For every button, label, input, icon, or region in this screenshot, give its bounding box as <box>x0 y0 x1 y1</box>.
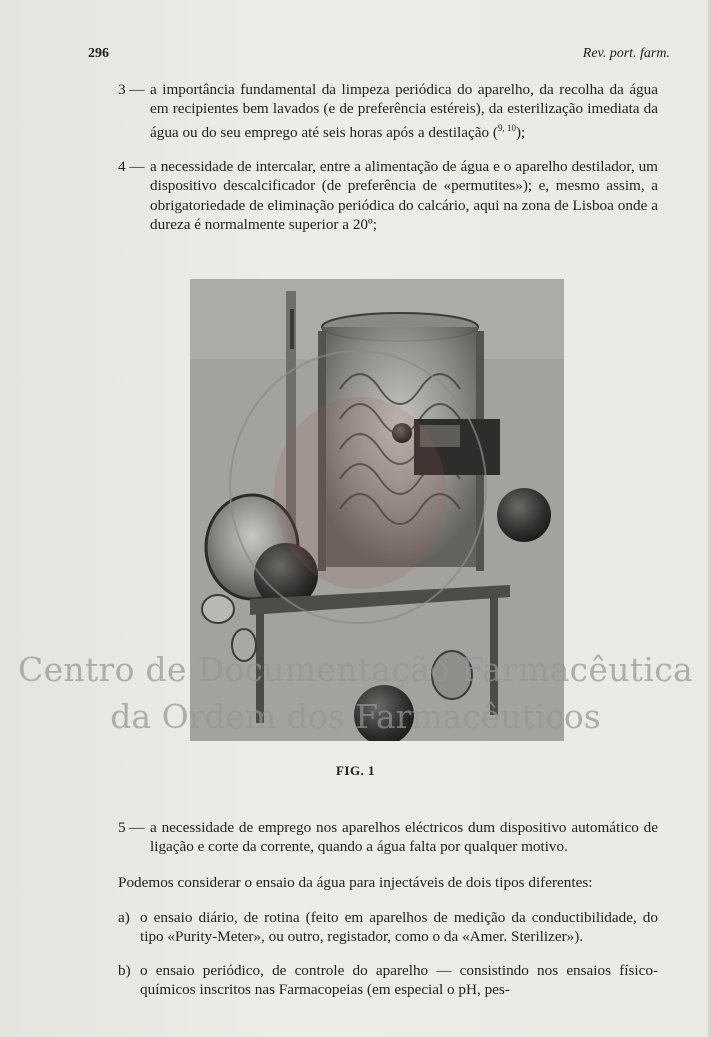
figure-caption: FIG. 1 <box>335 763 376 778</box>
figure-photo <box>190 279 564 741</box>
item-number: 4 — <box>118 158 145 175</box>
distillation-apparatus-photo <box>190 279 564 741</box>
page-number: 296 <box>88 46 109 61</box>
item-text: o ensaio periódico, de controle do aparelho — consistindo nos ensaios físico-químicos inscritos nas Farmacopeias (em especial o pH, pes- <box>140 962 658 999</box>
watermark-line-1: Centro de Documentação Farmacêutica <box>18 650 693 689</box>
item-number: 5 — <box>118 819 145 836</box>
journal-title: Rev. port. farm. <box>582 46 670 61</box>
item-text: a necessidade de intercalar, entre a alimentação de água e o aparelho destilador, um dispositivo descalcificador (de preferência de «permutites»); e, mesmo assim, a obrigatoriedade de eliminação periódica do calcário, aqui na zona de Lisboa onde a dureza é normalmente superior a 20º; <box>150 158 658 234</box>
body-paragraph: Podemos considerar o ensaio da água para injectáveis de dois tipos diferentes: <box>118 874 593 891</box>
item-text: o ensaio diário, de rotina (feito em aparelhos de medição da conductibilidade, do tipo «Purity-Meter», ou outro, registador, como o da «Amer. Sterilizer»). <box>140 909 658 946</box>
item-number: 3 — <box>118 81 145 98</box>
item-text: a necessidade de emprego nos aparelhos eléctricos dum dispositivo automático de ligação e corte da corrente, quando a água falta por qualquer motivo. <box>150 819 658 856</box>
item-label: b) <box>118 962 131 979</box>
item-label: a) <box>118 909 130 926</box>
item-text: a importância fundamental da limpeza periódica do aparelho, da recolha da água em recipientes bem lavados (e de preferência estéreis), da esterilização imediata da água ou do seu emprego até seis horas após a destilação ($^{9, 10}$); <box>150 81 658 141</box>
page-header <box>88 46 670 66</box>
citation-ref: 9, 10 <box>497 122 516 133</box>
watermark-line-2: da Ordem dos Farmacêuticos <box>110 697 601 736</box>
